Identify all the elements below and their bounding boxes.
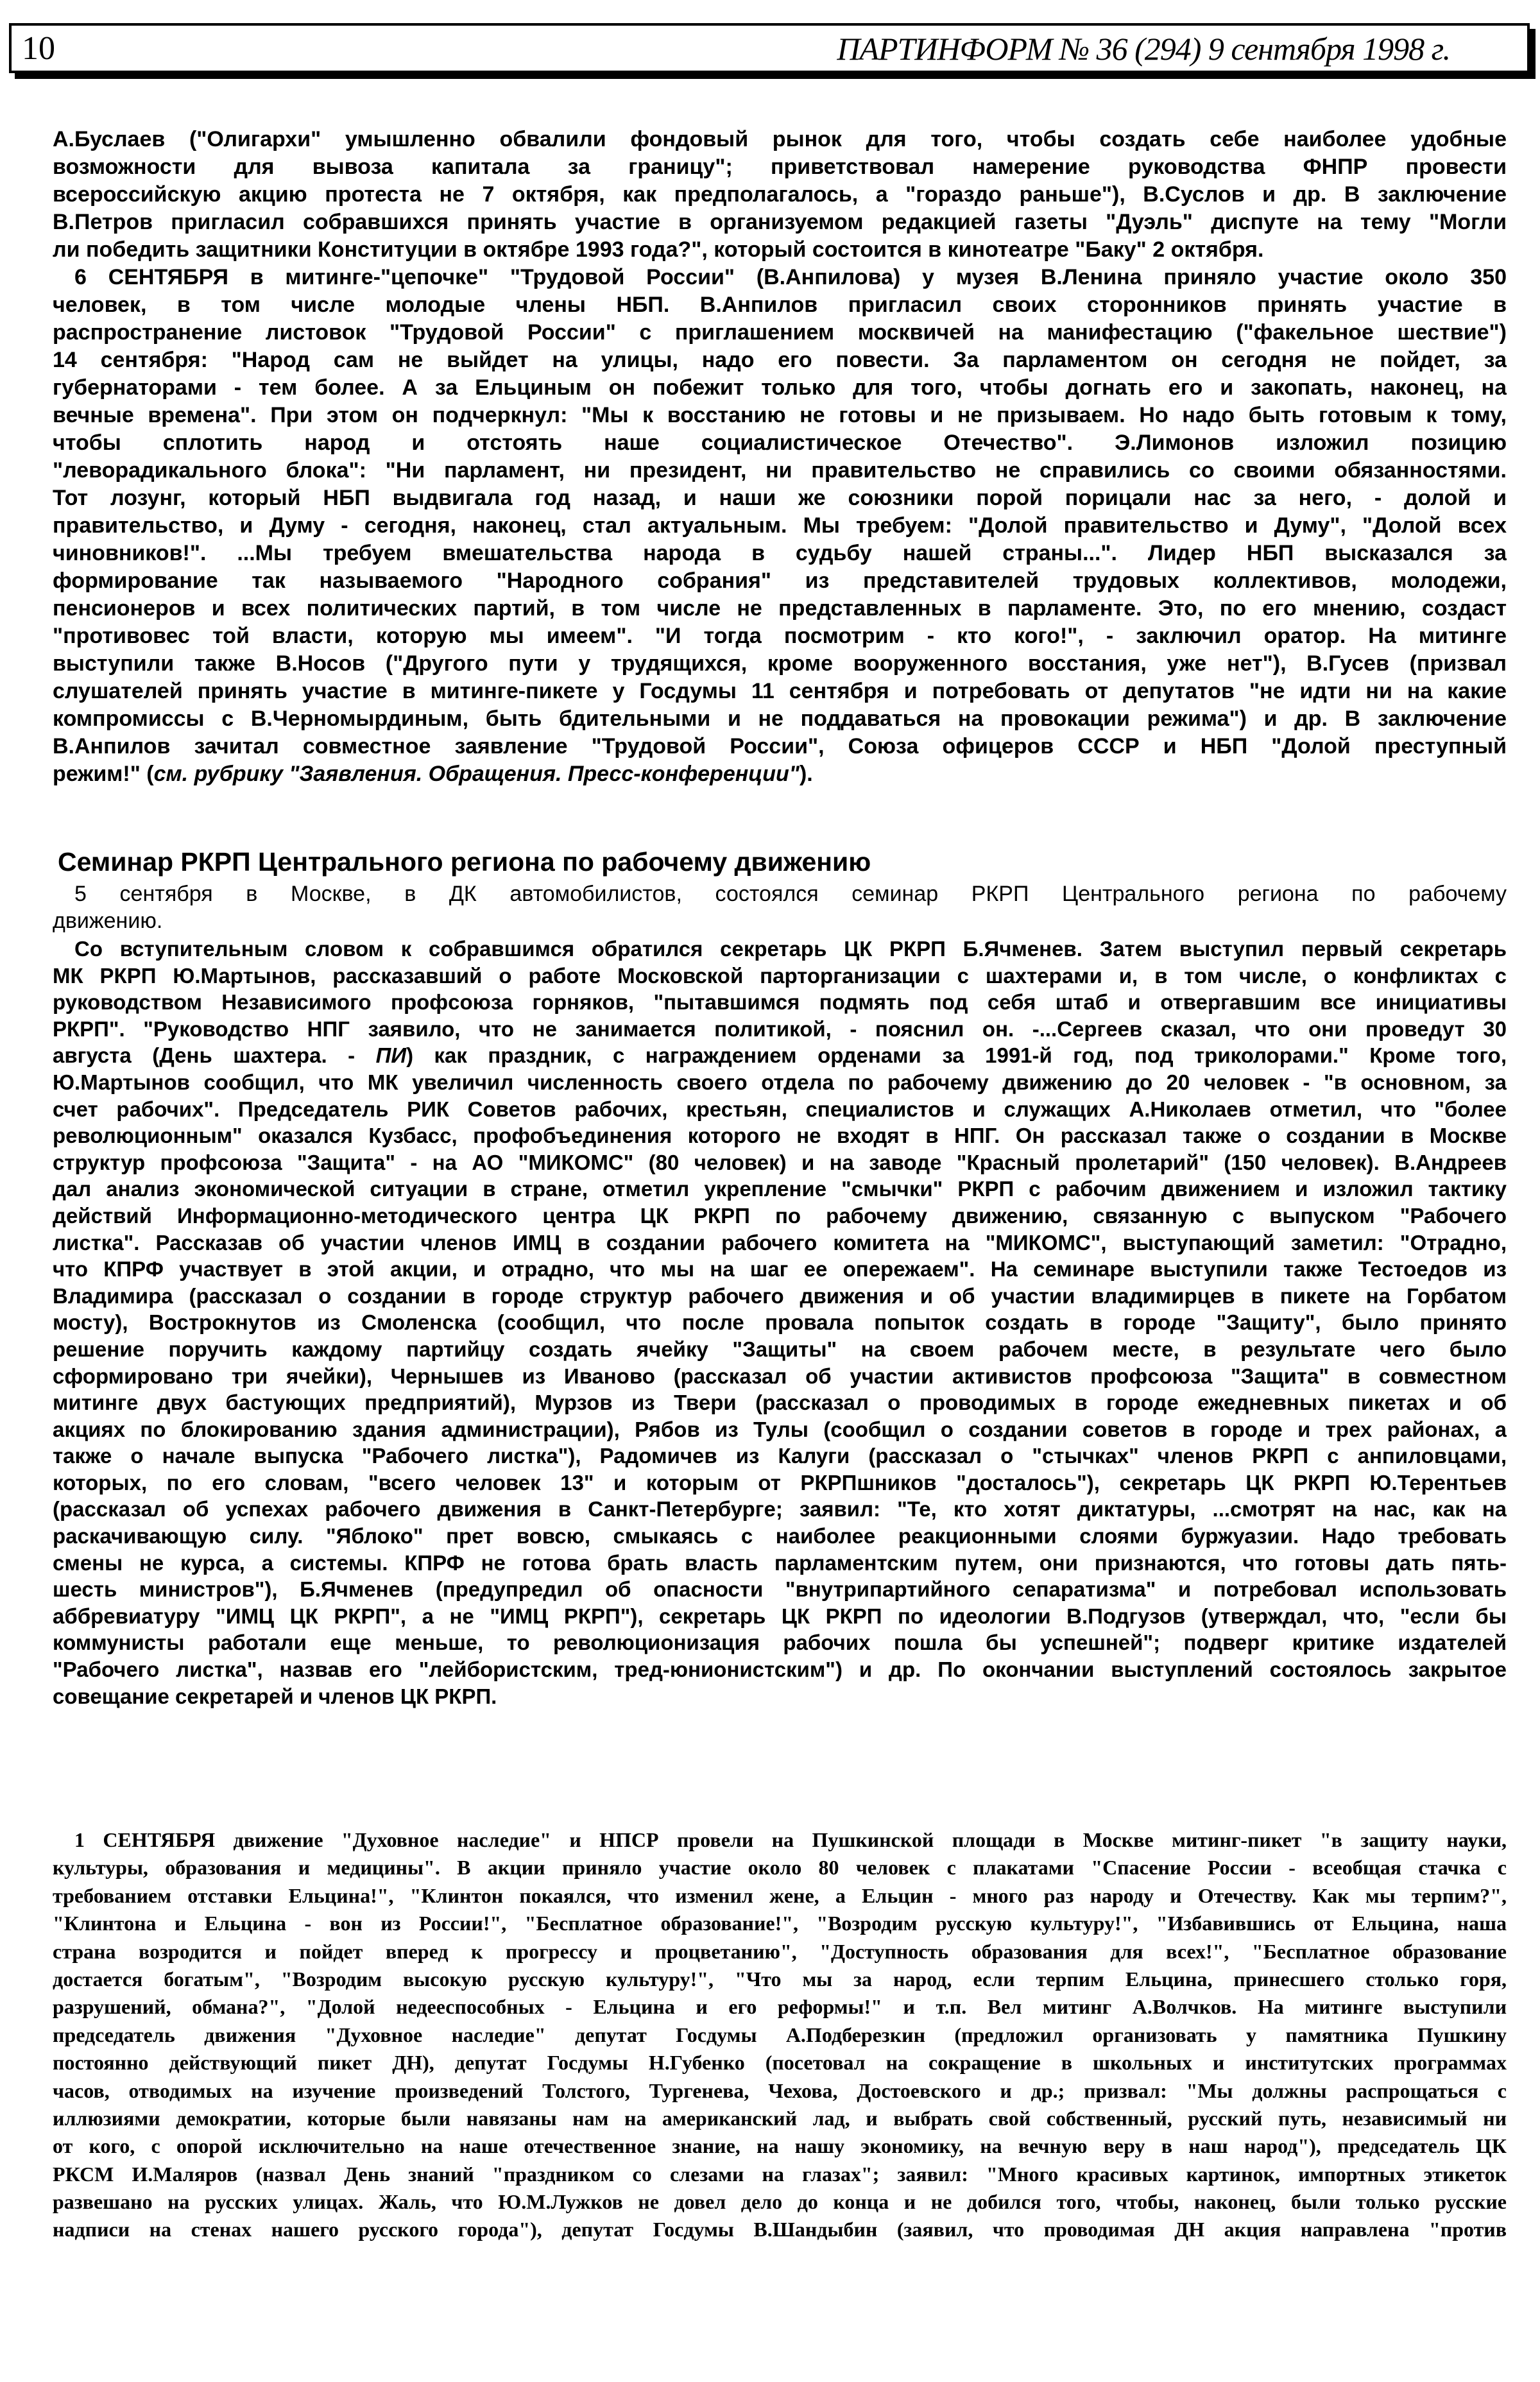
- text-line: слушателей принять участие в митинге-пикете у Госдумы 11 сентября и потребовать от депутатов "не идти ни на какие: [53, 679, 1507, 703]
- text-line: ли победить защитники Конституции в октябре 1993 года?", который состоится в кинотеатре "Баку" 2 октября.: [53, 237, 1264, 262]
- text-line: дал анализ экономической ситуации в стране, отметил укрепление "смычки" РКРП с рабочим движением и изложил тактику: [53, 1177, 1507, 1201]
- text-line: достается богатым", "Возродим высокую русскую культуру!", "Что мы за народ, если терпим Ельцина, принесшего столько горя,: [53, 1967, 1507, 1991]
- article-intro: [53, 880, 1507, 934]
- text-line: пенсионеров и всех политических партий, в том числе не представленных в парламенте. Это, по его мнению, создаст: [53, 596, 1507, 621]
- text-line: [53, 760, 1507, 788]
- text-line: действий Информационно-методического центра ЦК РКРП по рабочему движению, связанную с выпуском "Рабочего: [53, 1203, 1507, 1228]
- text-line: также о начале выпуска "Рабочего листка"), Радомичев из Калуги (рассказал о "стычках" членов РКРП с анпиловцами,: [53, 1444, 1507, 1468]
- text-line: "противовес той власти, которую мы имеем". "И тогда посмотрим - кто кого!", - заключил оратор. На митинге: [53, 624, 1507, 648]
- text-line: Тот лозунг, который НБП выдвигала год назад, и наши же союзники порой порицали нас за него, - долой и: [53, 486, 1507, 510]
- paragraph: [53, 1826, 1507, 2244]
- text-line: культуры, образования и медицины". В акции приняло участие около 80 человек с плакатами "Спасение России - всеобщая стачка с: [53, 1856, 1507, 1880]
- page-header: [9, 23, 1530, 73]
- text-line: страна возродится и пойдет вперед к прогрессу и процветанию", "Доступность образования для всех!", "Бесплатное образование: [53, 1939, 1507, 1963]
- text-line: решение поручить каждому партийцу создать ячейку "Защиты" на своем рабочем месте, в результате чего было: [53, 1337, 1507, 1361]
- text-line: формирование так называемого "Народного собрания" из представителей трудовых коллективов, молодежи,: [53, 569, 1507, 593]
- text-segment: ) как праздник, с награждением орденами за 1991-й год, под триколорами." Кроме того,: [406, 1043, 1507, 1068]
- paragraph: [53, 264, 1507, 788]
- text-line: акциях по блокированию здания администрации), Рябов из Тулы (сообщил о создании советов в городе и трех районах, а: [53, 1417, 1507, 1441]
- text-line: РКСМ И.Маляров (назвал День знаний "праздником со слезами на глазах"; заявил: "Много красивых картинок, импортных этикеток: [53, 2162, 1507, 2186]
- text-line: распространение листовок "Трудовой России" с приглашением москвичей на манифестацию ("факельное шествие"): [53, 320, 1507, 345]
- text-line: сформировано три ячейки), Чернышев из Иваново (рассказал об участии активистов профсоюза "Защита" в совместном: [53, 1364, 1507, 1388]
- text-segment: режим!" (: [53, 762, 154, 786]
- text-line: 6 СЕНТЯБРЯ в митинге-"цепочке" "Трудовой России" (В.Анпилова) у музея В.Ленина приняло участие около 350: [74, 265, 1507, 289]
- text-line: (рассказал об успехах рабочего движения в Санкт-Петербурге; заявил: "Те, кто хотят диктатуры, ...смотрят на нас, как на: [53, 1497, 1507, 1521]
- text-line: возможности для вывоза капитала за границу"; приветствовал намерение руководства ФНПР провести: [53, 155, 1507, 179]
- text-segment: ).: [799, 762, 813, 786]
- text-line: Ю.Мартынов сообщил, что МК увеличил численность своего отдела по рабочему движению до 20 человек - "в основном, за: [53, 1070, 1507, 1094]
- text-line: Владимира (рассказал о создании в городе структур рабочего движения и об участии владимирцев в пикете на Горбатом: [53, 1283, 1507, 1308]
- text-line: совещание секретарей и членов ЦК РКРП.: [53, 1684, 497, 1708]
- text-line: "Клинтона и Ельцина - вон из России!", "Бесплатное образование!", "Возродим русскую культуру!", "Избавившись от Ельцина, наша: [53, 1912, 1507, 1935]
- text-line: требованием отставки Ельцина!", "Клинтон покаялся, что изменил жене, а Ельцин - много раз народу и Отечеству. Как мы терпим?",: [53, 1883, 1507, 1907]
- text-line: листка". Рассказав об участии членов ИМЦ в создании рабочего комитета на "МИКОМС", выступающий заметил: "Отрадно,: [53, 1230, 1507, 1255]
- text-line: что КПРФ участвует в этой акции, и отрадно, что мы на шаг ее опережаем". На семинаре выступили также Тестоедов из: [53, 1257, 1507, 1281]
- text-line: аббревиатуру "ИМЦ ЦК РКРП", а не "ИМЦ РКРП"), секретарь ЦК РКРП по идеологии В.Подгузов (утверждал, что, "если бы: [53, 1604, 1507, 1628]
- paragraph: [53, 126, 1507, 264]
- text-line: 1 СЕНТЯБРЯ движение "Духовное наследие" и НПСР провели на Пушкинской площади в Москве митинг-пикет "в защиту науки,: [74, 1828, 1507, 1851]
- text-line: "Рабочего листка", назвав его "лейбористским, тред-юнионистским") и др. По окончании выступлений состоялось закрытое: [53, 1658, 1507, 1682]
- text-line: раскачивающую силу. "Яблоко" прет вовсю, смыкаясь с наиболее реакционными слоями буржуазии. Надо требовать: [53, 1524, 1507, 1548]
- article-heading: Семинар РКРП Центрального региона по рабочему движению: [58, 847, 871, 877]
- text-line: иллюзиями демократии, которые были навязаны нам на американский лад, и выбрать свой собственный, русский путь, независимый ни: [53, 2106, 1507, 2130]
- paragraph: [53, 936, 1507, 1709]
- text-line: Со вступительным словом к собравшимся обратился секретарь ЦК РКРП Б.Ячменев. Затем выступил первый секретарь: [74, 937, 1507, 961]
- text-line: В.Петров пригласил собравшихся принять участие в организуемом редакцией газеты "Дуэль" диспуте на тему "Могли: [53, 210, 1507, 234]
- page-number: 10: [22, 30, 55, 67]
- text-line: МК РКРП Ю.Мартынов, рассказавший о работе Московской парторганизации с шахтерами и, в том числе, о конфликтах с: [53, 963, 1507, 988]
- text-line: всероссийскую акцию протеста не 7 октября, как предполагалось, а "гораздо раньше"), В.Суслов и др. В заключение: [53, 182, 1507, 207]
- text-line: от кого, с опорой исключительно на наше отечественное знание, на нашу экономику, на вечную веру в наш народ"), председатель ЦК: [53, 2134, 1507, 2158]
- publication-title: ПАРТИНФОРМ № 36 (294) 9 сентября 1998 г.: [837, 31, 1450, 67]
- text-line: постоянно действующий пикет ДН), депутат Госдумы Н.Губенко (посетовал на сокращение в школьных и институтских программах: [53, 2051, 1507, 2075]
- italic-text: ПИ: [375, 1043, 407, 1068]
- text-line: правительство, и Думу - сегодня, наконец, стал актуальным. Мы требуем: "Долой правительство и Думу", "Долой всех: [53, 513, 1507, 538]
- text-segment: августа (День шахтера. -: [53, 1043, 376, 1068]
- text-line: чтобы сплотить народ и отстоять наше социалистическое Отечество". Э.Лимонов изложил позицию: [53, 431, 1507, 455]
- text-line: счет рабочих". Председатель РИК Советов рабочих, крестьян, специалистов и служащих А.Николаев отметил, что "более: [53, 1097, 1507, 1121]
- text-line: губернаторами - тем более. А за Ельциным он побежит только для того, чтобы догнать его и закопать, наконец, на: [53, 375, 1507, 400]
- text-line: шесть министров"), Б.Ячменев (предупредил об опасности "внутрипартийного сепаратизма" и потребовал использовать: [53, 1577, 1507, 1602]
- text-line: смены не курса, а системы. КПРФ не готова брать власть парламентским путем, они признаются, что готовы дать пять-: [53, 1550, 1507, 1575]
- text-line: митинге двух бастующих предприятий), Мурзов из Твери (рассказал о проводимых в городе ежедневных пикетах и об: [53, 1391, 1507, 1415]
- text-line: мосту), Вострокнутов из Смоленска (сообщил, что после провала попыток создать в городе "Защиту", было принято: [53, 1310, 1507, 1335]
- text-line: чиновников!". ...Мы требуем вмешательства народа в судьбу нашей страны...". Лидер НБП высказался за: [53, 541, 1507, 565]
- text-line: структур профсоюза "Защита" - на АО "МИКОМС" (80 человек) и на заводе "Красный пролетарий" (150 человек). В.Андреев: [53, 1150, 1507, 1174]
- text-line: человек, в том числе молодые члены НБП. В.Анпилов пригласил своих сторонников принять участие в: [53, 293, 1507, 317]
- text-line: коммунисты работали еще меньше, то революционизация рабочих пошла бы успешней"; подверг критике издателей: [53, 1631, 1507, 1655]
- text-line: надписи на стенах нашего русского города"), депутат Госдумы В.Шандыбин (заявил, что проводимая ДН акция направлена "против: [53, 2218, 1507, 2241]
- text-line: которых, по его словам, "всего человек 13" и которым от РКРПшников "досталось"), секретарь ЦК РКРП Ю.Терентьев: [53, 1470, 1507, 1495]
- text-line: выступили также В.Носов ("Другого пути у трудящихся, кроме вооруженного восстания, уже нет"), В.Гусев (призвал: [53, 651, 1507, 676]
- text-line: "леворадикального блока": "Ни парламент, ни президент, ни правительство не справились со своими обязанностями.: [53, 458, 1507, 483]
- text-line: А.Буслаев ("Олигархи" умышленно обвалили фондовый рынок для того, чтобы создать себе наиболее удобные: [53, 127, 1507, 151]
- text-line: развешано на русских улицах. Жаль, что Ю.М.Лужков не довел дело до конца и не добился того, чтобы, наконец, были только русские: [53, 2190, 1507, 2214]
- text-line: движению.: [53, 909, 163, 933]
- italic-text: см. рубрику "Заявления. Обращения. Пресс-конференции": [153, 762, 800, 786]
- article-section-2: [53, 936, 1507, 1709]
- text-line: РКРП". "Руководство НПГ заявило, что не занимается политикой, - пояснил он. -...Сергеев сказал, что они проведут 30: [53, 1016, 1507, 1041]
- text-line: руководством Независимого профсоюза горняков, "пытавшимся подмять под себя штаб и отвергавшим все инициативы: [53, 990, 1507, 1015]
- text-line: революционным" оказался Кузбасс, профобъединения которого не входят в НПГ. Он рассказал также о создании в Москве: [53, 1124, 1507, 1148]
- text-line: председатель движения "Духовное наследие" депутат Госдумы А.Подберезкин (предложил организовать у памятника Пушкину: [53, 2023, 1507, 2046]
- text-line: разрушений, обмана?", "Долой недееспособных - Ельцина и его реформы!" и т.п. Вел митинг А.Волчков. На митинге выступили: [53, 1995, 1507, 2019]
- text-line: В.Анпилов зачитал совместное заявление "Трудовой России", Союза офицеров СССР и НБП "Долой преступный: [53, 734, 1507, 758]
- text-line: часов, отводимых на изучение произведений Толстого, Тургенева, Чехова, Достоевского и др.; призвал: "Мы должны распрощаться с: [53, 2078, 1507, 2102]
- text-line: вечные времена". При этом он подчеркнул: "Мы к восстанию не готовы и не призываем. Но надо быть готовым к тому,: [53, 403, 1507, 427]
- text-line: 14 сентября: "Народ сам не выйдет на улицы, надо его повести. За парламентом он сегодня не пойдет, за: [53, 348, 1507, 372]
- text-line: [53, 1042, 1507, 1069]
- article-section-3: [53, 1826, 1507, 2244]
- text-line: 5 сентября в Москве, в ДК автомобилистов, состоялся семинар РКРП Центрального региона по рабочему: [74, 882, 1507, 906]
- paragraph: [53, 880, 1507, 934]
- article-section-1: [53, 126, 1507, 788]
- text-line: компромиссы с В.Черномырдиным, быть бдительными и не поддаваться на провокации режима") и др. В заключение: [53, 707, 1507, 731]
